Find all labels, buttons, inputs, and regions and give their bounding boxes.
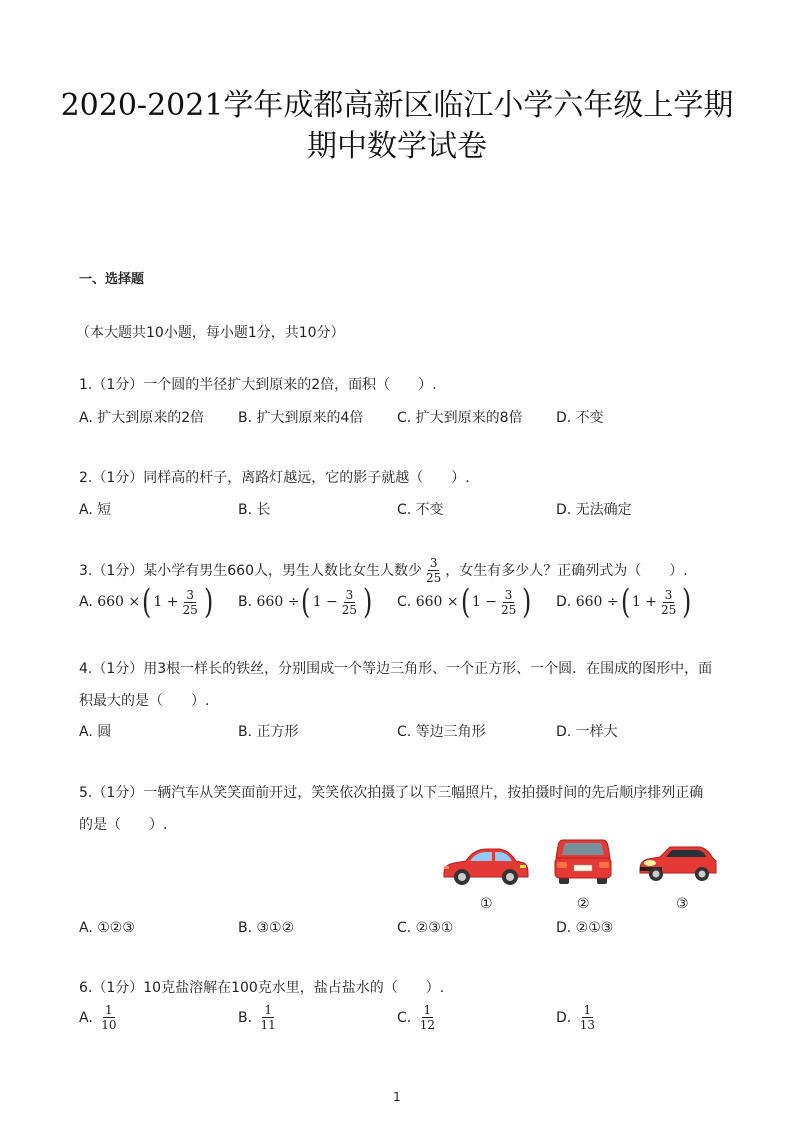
left-paren: ( — [460, 582, 470, 622]
expr-inner: 1 + — [153, 594, 179, 610]
fraction-numerator: 1 — [264, 1003, 272, 1017]
section-instruction: （本大题共10小题，每小题1分，共10分） — [76, 325, 345, 341]
q3-option-a[interactable] — [79, 582, 215, 622]
expr-fraction — [659, 588, 678, 617]
q3-option-c[interactable] — [397, 582, 534, 622]
section-heading: 一、选择题 — [79, 272, 145, 287]
option-label: D. — [556, 1009, 572, 1026]
q1-option-a[interactable]: A. 扩大到原来的2倍 — [79, 410, 205, 426]
q6-option-d[interactable] — [556, 1003, 599, 1032]
option-label: A. — [79, 594, 93, 610]
option-expression — [575, 582, 694, 622]
page-number: 1 — [393, 1090, 401, 1104]
expr-operator: × — [446, 594, 459, 610]
expr-operator: × — [128, 594, 141, 610]
expr-inner: 1 − — [312, 594, 338, 610]
expr-fraction — [499, 588, 518, 617]
expr-base: 660 — [97, 594, 124, 610]
question-1-stem: 1.（1分）一个圆的半径扩大到原来的2倍，面积（ ）. — [79, 377, 437, 393]
expr-base: 660 — [415, 594, 443, 610]
q1-option-b[interactable]: B. 扩大到原来的4倍 — [238, 410, 364, 426]
q6-option-a[interactable] — [79, 1003, 121, 1032]
q2-option-b[interactable]: B. 长 — [238, 502, 271, 518]
question-5-stem-line1: 5.（1分）一辆汽车从笑笑面前开过，笑笑依次拍摄了以下三幅照片，按拍摄时间的先后顺序排列正确 — [79, 785, 704, 801]
option-expression — [415, 582, 534, 622]
fraction-numerator: 1 — [105, 1003, 113, 1017]
fraction-numerator: 3 — [504, 587, 513, 602]
fraction-denominator: 25 — [182, 602, 198, 617]
option-expression — [97, 582, 215, 622]
fraction-denominator: 25 — [426, 571, 442, 585]
option-expression — [256, 582, 375, 622]
fraction-denominator: 12 — [419, 1018, 435, 1032]
photo-label-2: ② — [577, 896, 590, 912]
question-2-stem: 2.（1分）同样高的杆子，离路灯越远，它的影子就越（ ）. — [79, 470, 470, 486]
q6-option-b[interactable] — [238, 1003, 280, 1032]
left-paren: ( — [142, 582, 152, 622]
expr-fraction — [340, 588, 359, 617]
page-title-line2: 期中数学试卷 — [307, 129, 487, 164]
q4-option-a[interactable]: A. 圆 — [79, 724, 112, 740]
expr-inner: 1 + — [631, 594, 657, 610]
fraction-denominator: 25 — [660, 602, 677, 617]
fraction-numerator: 3 — [345, 587, 354, 602]
fraction-numerator: 3 — [186, 587, 194, 602]
right-paren: ) — [363, 582, 373, 622]
right-paren: ) — [203, 582, 214, 622]
fraction-denominator: 25 — [500, 602, 517, 617]
q1-option-d[interactable]: D. 不变 — [556, 410, 604, 426]
fraction-denominator: 11 — [260, 1018, 276, 1032]
q2-option-c[interactable]: C. 不变 — [397, 502, 444, 518]
option-fraction — [259, 1003, 278, 1032]
option-label: C. — [397, 1009, 412, 1026]
option-label: D. — [556, 594, 572, 610]
question-5-stem-line2: 的是（ ）. — [79, 817, 168, 833]
q3-stem-prefix: 3.（1分）某小学有男生660人，男生人数比女生人数少 — [79, 562, 422, 579]
fraction-denominator: 25 — [341, 602, 358, 617]
q5-option-c[interactable]: C. ②③① — [397, 920, 454, 936]
fraction-numerator: 3 — [429, 556, 438, 570]
q3-stem-fraction — [424, 556, 443, 585]
car-rear-view-image — [553, 836, 613, 886]
option-label: B. — [238, 1009, 253, 1026]
q4-option-c[interactable]: C. 等边三角形 — [397, 724, 486, 740]
q3-option-d[interactable] — [556, 582, 694, 622]
option-fraction — [99, 1003, 118, 1032]
left-paren: ( — [301, 582, 311, 622]
q2-option-d[interactable]: D. 无法确定 — [556, 502, 632, 518]
q1-option-c[interactable]: C. 扩大到原来的8倍 — [397, 410, 523, 426]
q6-option-c[interactable] — [397, 1003, 439, 1032]
question-3-stem — [79, 556, 688, 585]
q4-option-b[interactable]: B. 正方形 — [238, 724, 299, 740]
q5-option-d[interactable]: D. ②①③ — [556, 920, 614, 936]
option-fraction — [418, 1003, 437, 1032]
fraction-numerator: 1 — [583, 1003, 592, 1017]
q5-option-b[interactable]: B. ③①② — [238, 920, 295, 936]
fraction-denominator: 10 — [101, 1018, 117, 1032]
fraction-denominator: 13 — [579, 1018, 595, 1032]
car-side-view-image — [440, 843, 530, 887]
page-title-line1: 2020-2021学年成都高新区临江小学六年级上学期 — [60, 88, 734, 123]
expr-operator: ÷ — [606, 594, 619, 610]
right-paren: ) — [682, 582, 692, 622]
q3-option-b[interactable] — [238, 582, 374, 622]
expr-base: 660 — [575, 594, 603, 610]
car-front-view-image — [638, 843, 718, 885]
q5-option-a[interactable]: A. ①②③ — [79, 920, 135, 936]
expr-base: 660 — [256, 594, 284, 610]
expr-inner: 1 − — [471, 594, 497, 610]
fraction-numerator: 3 — [664, 587, 673, 602]
left-paren: ( — [620, 582, 630, 622]
question-6-stem: 6.（1分）10克盐溶解在100克水里，盐占盐水的（ ）. — [79, 980, 445, 996]
q3-stem-suffix: ，女生有多少人？正确列式为（ ）. — [445, 562, 688, 579]
expr-operator: ÷ — [287, 594, 300, 610]
option-label: C. — [397, 594, 412, 610]
question-4-stem-line1: 4.（1分）用3根一样长的铁丝，分别围成一个等边三角形、一个正方形、一个圆．在围成的图形中，面 — [79, 661, 713, 677]
expr-fraction — [181, 588, 200, 617]
question-4-stem-line2: 积最大的是（ ）. — [79, 693, 210, 709]
option-label: A. — [79, 1009, 93, 1026]
photo-label-3: ③ — [676, 896, 689, 912]
q4-option-d[interactable]: D. 一样大 — [556, 724, 618, 740]
option-label: B. — [238, 594, 253, 610]
option-fraction — [578, 1003, 597, 1032]
right-paren: ) — [522, 582, 532, 622]
fraction-numerator: 1 — [423, 1003, 432, 1017]
q2-option-a[interactable]: A. 短 — [79, 502, 112, 518]
photo-label-1: ① — [480, 896, 493, 912]
